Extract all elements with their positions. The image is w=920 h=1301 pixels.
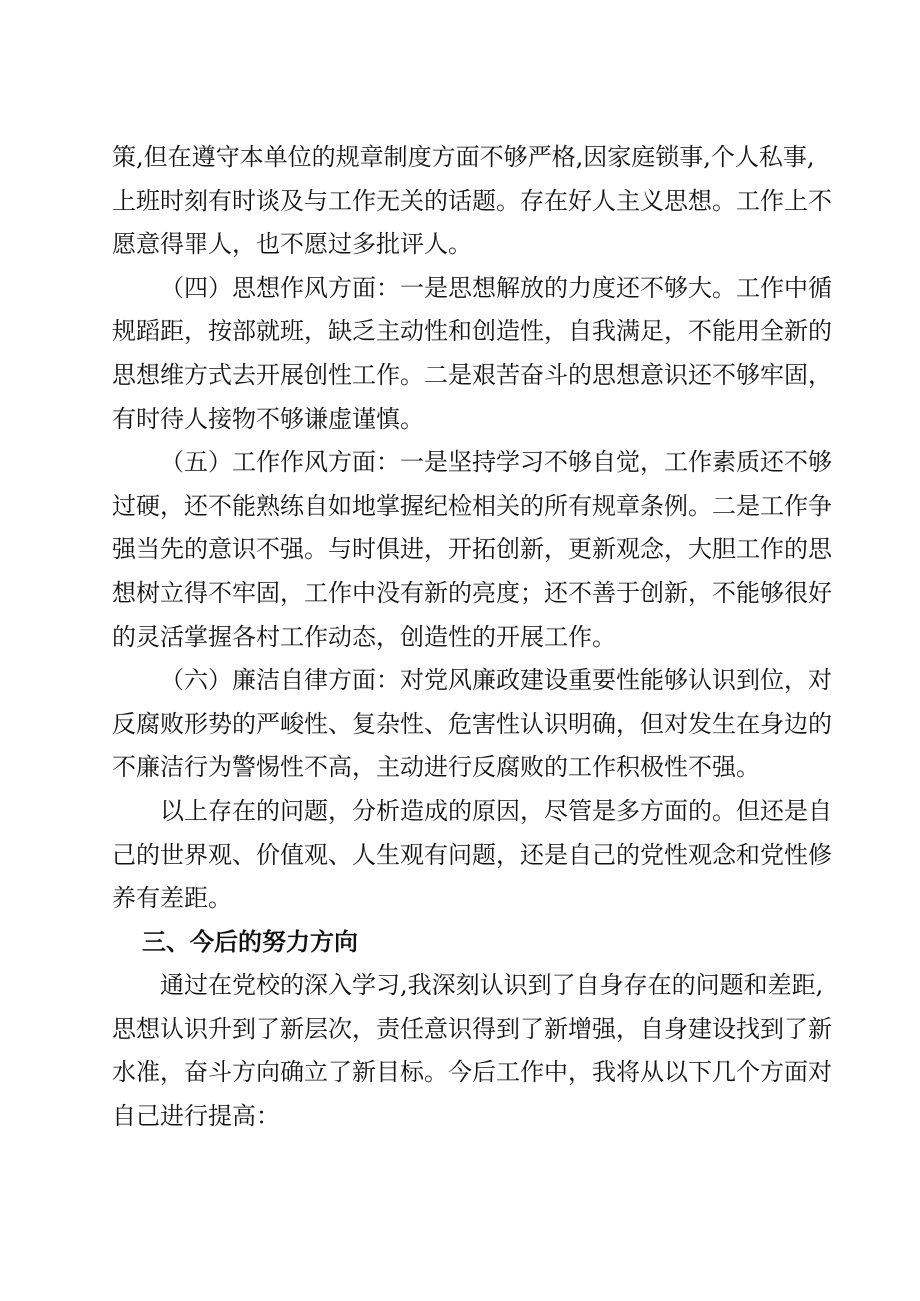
text-line: 反腐败形势的严峻性、复杂性、危害性认识明确，但对发生在身边的 [112,709,832,738]
text-line: 思想认识升到了新层次，责任意识得到了新增强，自身建设找到了新 [112,1014,832,1043]
text-line: 不廉洁行为警惕性不高，主动进行反腐败的工作积极性不强。 [112,753,760,782]
text-line: 规蹈距，按部就班，缺乏主动性和创造性，自我满足，不能用全新的 [112,317,832,346]
text-line: 过硬，还不能熟练自如地掌握纪检相关的所有规章条例。二是工作争 [112,491,832,520]
text-line: 己的世界观、价值观、人生观有问题，还是自己的党性观念和党性修 [112,840,832,869]
text-line: （六）廉洁自律方面：对党风廉政建设重要性能够认识到位，对 [160,666,832,695]
text-line: 以上存在的问题，分析造成的原因，尽管是多方面的。但还是自 [160,796,832,825]
section-heading [112,921,812,965]
text-line: 通过在党校的深入学习,我深刻认识到了自身存在的问题和差距, [160,971,824,1000]
paragraph-ideology-style [112,267,832,441]
text-line: 上班时刻有时谈及与工作无关的话题。存在好人主义思想。工作上不 [112,186,832,215]
heading-text: 三、今后的努力方向 [142,927,358,956]
text-line: 的灵活掌握各村工作动态，创造性的开展工作。 [112,622,616,651]
paragraph-future-direction [112,964,832,1138]
paragraph-continuation [112,136,832,267]
text-line: 策,但在遵守本单位的规章制度方面不够严格,因家庭锁事,个人私事, [112,143,815,171]
text-line: 水准，奋斗方向确立了新目标。今后工作中，我将从以下几个方面对 [112,1058,832,1087]
text-line: 养有差距。 [112,884,232,913]
text-line: （四）思想作风方面：一是思想解放的力度还不够大。工作中循 [160,273,832,302]
text-line: 自己进行提高： [112,1102,280,1131]
text-line: （五）工作作风方面：一是坚持学习不够自觉，工作素质还不够 [160,448,832,477]
text-line: 思想维方式去开展创性工作。二是艰苦奋斗的思想意识还不够牢固， [112,360,832,389]
text-line: 想树立得不牢固，工作中没有新的亮度；还不善于创新，不能够很好 [112,578,832,607]
text-line: 愿意得罪人，也不愿过多批评人。 [112,230,472,259]
text-line: 强当先的意识不强。与时俱进，开拓创新，更新观念，大胆工作的思 [112,535,832,564]
text-line: 有时待人接物不够谦虚谨慎。 [112,404,424,433]
document-body [112,136,832,1139]
paragraph-work-style [112,441,832,659]
paragraph-integrity [112,659,832,790]
paragraph-cause-analysis [112,790,832,921]
